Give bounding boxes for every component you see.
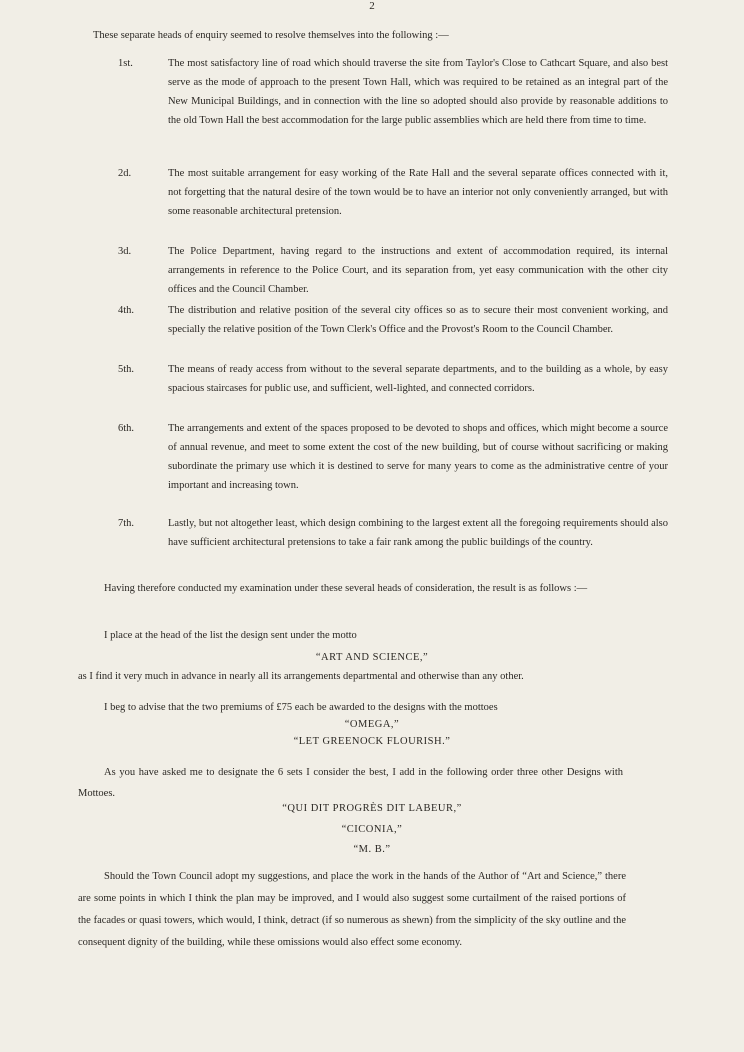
item-number: 5th.	[118, 364, 135, 375]
list-item	[118, 242, 668, 299]
item-text: The Police Department, having regard to the instructions and extent of accommodation required, its internal arrangements in reference to the Police Court, and its separation from, yet easy communication with the other city offices and the Council Chamber.	[168, 246, 668, 295]
item-text: The most satisfactory line of road which should traverse the site from Taylor's Close to Cathcart Square, and also best serve as the mode of approach to the present Town Hall, which was required to be retained as an integral part of the New Municipal Buildings, and in connection with the line so adopted should also provide by reasonable additions to the old Town Hall the best accommodation for the large public assemblies which are held there from time to time.	[168, 58, 668, 126]
list-item	[118, 164, 668, 221]
other-designs-paragraph: As you have asked me to designate the 6 sets I consider the best, I add in the following order three other Designs with Mottoes.	[78, 767, 623, 799]
premiums-paragraph: I beg to advise that the two premiums of £75 each be awarded to the designs with the mottoes	[104, 702, 498, 713]
motto-qui-dit-progres: “QUI DIT PROGRÈS DIT LABEUR,”	[282, 803, 462, 814]
item-text: The most suitable arrangement for easy working of the Rate Hall and the several separate offices connected with it, not forgetting that the natural desire of the town would be to have an interior not only conveniently arranged, but with some reasonable architectural pretension.	[168, 168, 668, 217]
first-place-intro: I place at the head of the list the design sent under the motto	[104, 630, 357, 641]
first-place-reason: as I find it very much in advance in nearly all its arrangements departmental and otherwise than any other.	[78, 671, 524, 682]
motto-mb: “M. B.”	[353, 844, 391, 855]
motto-art-and-science: “ART AND SCIENCE,”	[315, 652, 429, 663]
item-number: 2d.	[118, 168, 132, 179]
item-text: The arrangements and extent of the spaces proposed to be devoted to shops and offices, which might become a source of annual revenue, and meet to some extent the cost of the new building, but of course without sacrificing or making subordinate the primary use which it is destined to serve for many years to come as the administrative centre of your important and increasing town.	[168, 423, 668, 491]
page-number: 2	[369, 0, 375, 12]
item-number: 7th.	[118, 518, 135, 529]
list-item	[118, 301, 668, 339]
list-item	[118, 360, 668, 398]
motto-let-greenock-flourish: “LET GREENOCK FLOURISH.”	[293, 736, 451, 747]
list-item	[118, 419, 668, 495]
item-number: 4th.	[118, 305, 135, 316]
intro-line: These separate heads of enquiry seemed to resolve themselves into the following :—	[93, 30, 449, 41]
item-number: 3d.	[118, 246, 132, 257]
item-text: Lastly, but not altogether least, which design combining to the largest extent all the foregoing requirements should also have sufficient architectural pretensions to take a fair rank among the public buildings of the country.	[168, 518, 668, 548]
motto-omega: “OMEGA,”	[344, 719, 400, 730]
item-number: 6th.	[118, 423, 135, 434]
list-item	[118, 514, 668, 552]
motto-ciconia: “CICONIA,”	[341, 824, 403, 835]
conclusion-paragraph: Having therefore conducted my examination under these several heads of consideration, the result is as follows :—	[104, 583, 588, 594]
item-text: The means of ready access from without to the several separate departments, and to the building as a whole, by easy spacious staircases for public use, and sufficient, well-lighted, and connected corridors.	[168, 364, 668, 394]
item-number: 1st.	[118, 58, 133, 69]
final-paragraph: Should the Town Council adopt my suggestions, and place the work in the hands of the Author of “Art and Science,” there are some points in which I think the plan may be improved, and I would also suggest some curtailment of the raised portions of the facades or quasi towers, which would, I think, detract (if so numerous as shewn) from the simplicity of the sky outline and the consequent dignity of the building, while these omissions would also effect some economy.	[78, 871, 626, 948]
list-item	[118, 54, 668, 130]
item-text: The distribution and relative position of the several city offices so as to secure their most convenient working, and specially the relative position of the Town Clerk's Office and the Provost's Room to the Council Chamber.	[168, 305, 668, 335]
